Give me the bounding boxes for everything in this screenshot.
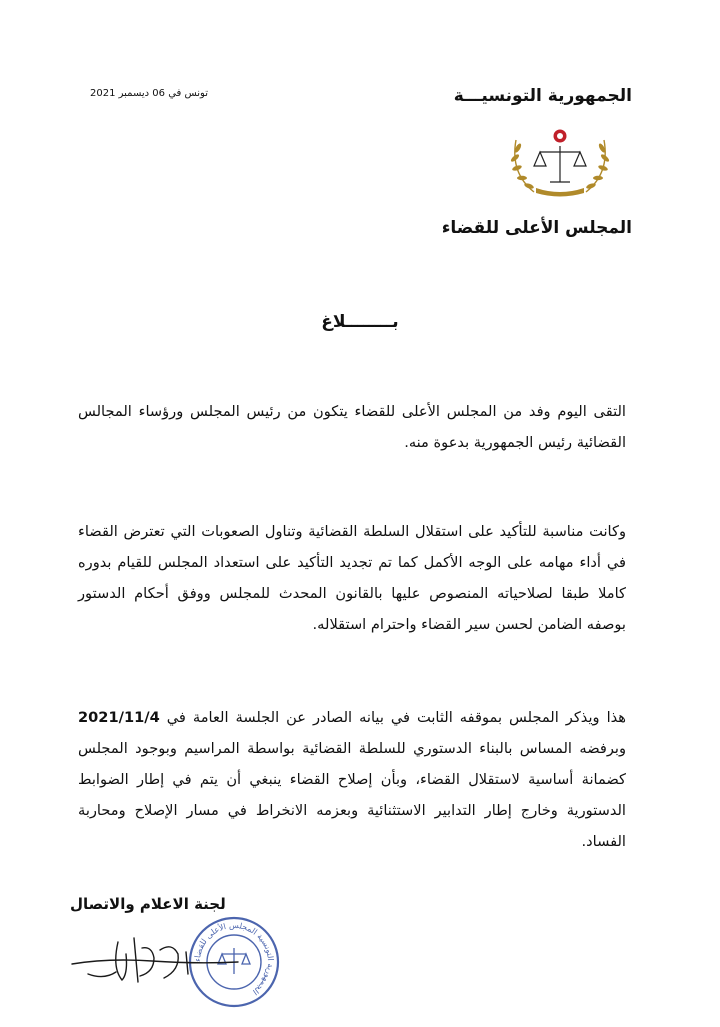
handwritten-signature-icon	[68, 928, 248, 994]
paragraph-2: وكانت مناسبة للتأكيد على استقلال السلطة القضائية وتناول الصعوبات التي تعترض القضاء في أداء مهامه على الوجه الأكمل كما تم تجديد التأكيد على استعداد المجلس للقيام بدوره كاملا طبقا لصلاحياته المنصوص عليها بالقانون المحدث للمجلس ووفق أحكام الدستور بوصفه الضامن لحسن سير القضاء واحترام استقلاله.	[78, 523, 626, 633]
paragraph-1: التقى اليوم وفد من المجلس الأعلى للقضاء يتكون من رئيس المجلس ورؤساء المجالس القضائية رئيس الجمهورية بدعوة منه.	[78, 403, 626, 451]
paragraph-3	[78, 702, 626, 857]
paragraph-3-start: هذا ويذكر المجلس بموقفه الثابت في بيانه الصادر عن الجلسة العامة في	[159, 709, 626, 726]
council-name: المجلس الأعلى للقضاء	[441, 218, 632, 238]
communique-title: بــــــــلاغ	[321, 312, 399, 332]
date-line: تونس في 06 ديسمبر 2021	[90, 88, 208, 99]
scales-of-justice-emblem-icon	[500, 118, 620, 200]
paragraph-3-end: وبرفضه المساس بالبناء الدستوري للسلطة القضائية بواسطة المراسيم وبوجود المجلس كضمانة أساسية لاستقلال القضاء، وبأن إصلاح القضاء ينبغي أن يتم في إطار الضوابط الدستورية وخارج إطار التدابير الاستثنائية وبعزمه الانخراط في مسار الإصلاح ومحاربة الفساد.	[78, 740, 626, 850]
stamp-text: الجمهورية التونسية المجلس الأعلى للقضاء	[192, 920, 276, 997]
general-session-date: 2021/11/4	[78, 709, 160, 726]
committee-name: لجنة الاعلام والاتصال	[70, 895, 226, 913]
republic-heading: الجمهورية التونسيـــة	[453, 86, 632, 106]
